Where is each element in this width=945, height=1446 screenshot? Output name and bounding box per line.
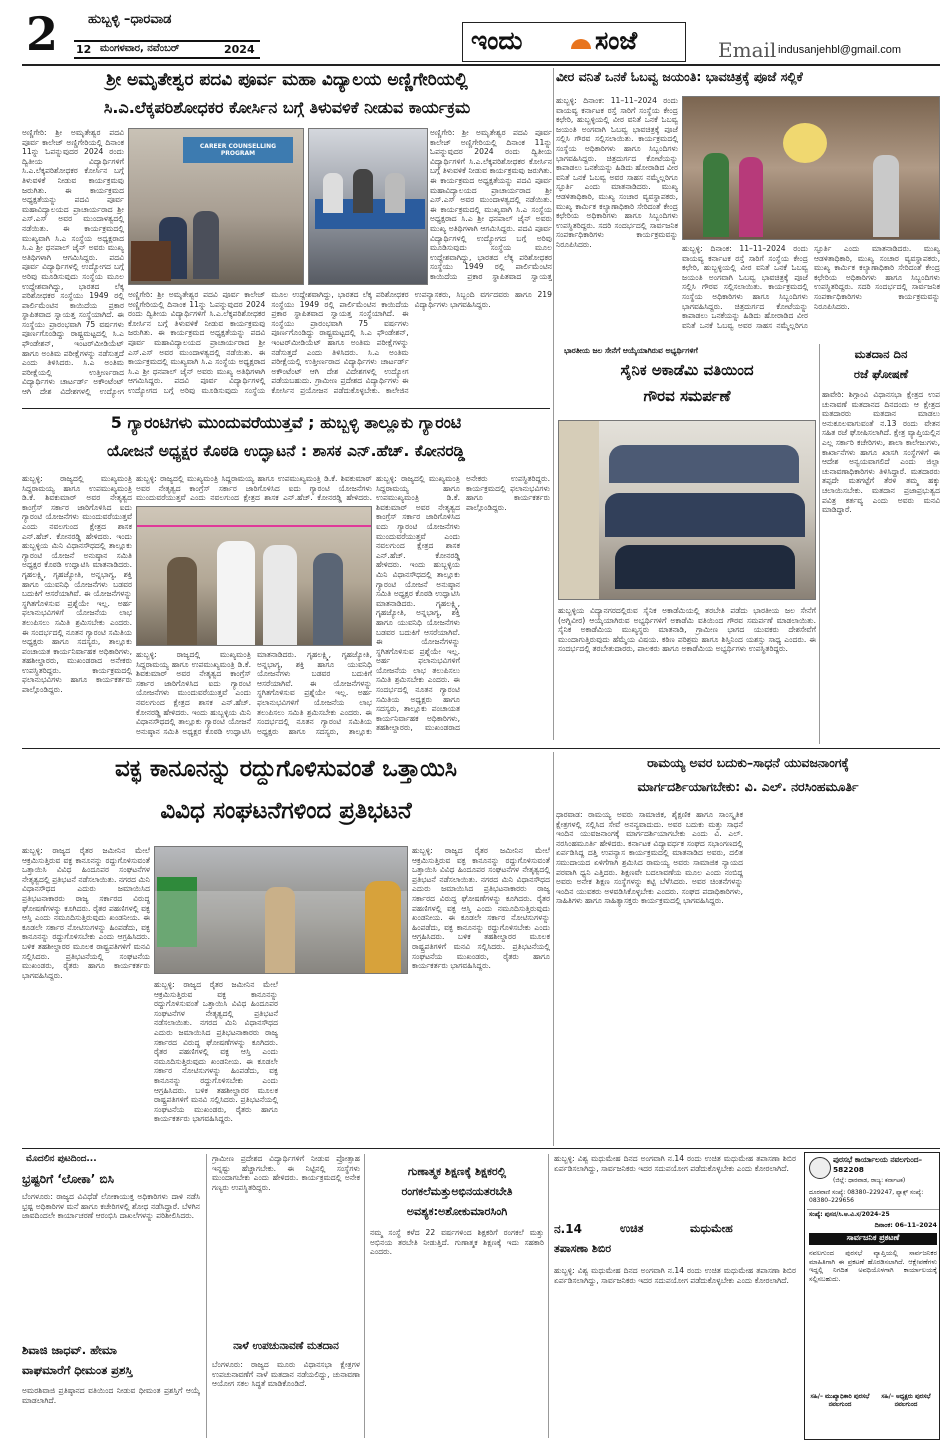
bottom-divider-3: [548, 1154, 549, 1438]
story-ramayya-lecture: [556, 752, 940, 1146]
story1-photo: [128, 128, 304, 285]
story4-kicker: ಭಾರತೀಯ ಜಲ ಸೇನೆಗೆ ಆಯ್ಕೆಯಾಗಿರುವ ಅಭ್ಯರ್ಥಿಗಳಿಗೆ: [564, 346, 698, 355]
bypoll-body: ಬೆಂಗಳೂರು: ರಾಜ್ಯದ ಮೂರು ವಿಧಾನಸಭಾ ಕ್ಷೇತ್ರಗಳ ಉಪಚುನಾವಣೆಗೆ ನಾಳೆ ಮತದಾನ ನಡೆಯಲಿದ್ದು, ಚುನಾವಣಾ ಆಯೋಗ ಸಕಲ ಸಿದ್ಧತೆ ಮಾಡಿಕೊಂಡಿದೆ.: [212, 1360, 360, 1389]
story1-body-right: ಅಣ್ಣಿಗೇರಿ: ಶ್ರೀ ಅಮೃತೇಶ್ವರ ಪದವಿ ಪೂರ್ವ ಕಾಲೇಜ್ ಅಣ್ಣಿಗೇರಿಯಲ್ಲಿ ದಿನಾಂಕ 11ನ್ನು ಓಪನ್ನುವುದರ 2024 ರಂದು ದ್ವಿತೀಯ ವಿದ್ಯಾರ್ಥಿಗಳಿಗೆ ಸಿ.ಎ.ಲೆಕ್ಕಪರಿಶೋಧಕರ ಕೋರ್ಸಿನ ಬಗ್ಗೆ ತಿಳುವಳಿಕೆ ನೀಡುವ ಕಾರ್ಯಕ್ರಮವು ಜರುಗಿತು. ಈ ಕಾರ್ಯಕ್ರಮದ ಅಧ್ಯಕ್ಷತೆಯನ್ನು ಪದವಿ ಪೂರ್ವ ಮಹಾವಿದ್ಯಾಲಯದ ಪ್ರಾಚಾರ್ಯರಾದ ಶ್ರೀ ಎಸ್.ಎಸ್ ಅವರ ಮುಂದಾಳತ್ವದಲ್ಲಿ ನಡೆಯಿತು. ಈ ಕಾರ್ಯಕ್ರಮದಲ್ಲಿ ಮುಖ್ಯವಾಗಿ ಸಿ.ಎ ಸಂಸ್ಥೆಯ ಅಧ್ಯಕ್ಷರಾದ ಸಿ.ಎ ಶ್ರೀ ಧನಪಾಲ್ ಜೈನ್ ಅವರು ಮುಖ್ಯ ಅತಿಥಿಗಳಾಗಿ ಆಗಮಿಸಿದ್ದರು. ಪದವಿ ಪೂರ್ವ ವಿದ್ಯಾರ್ಥಿಗಳಲ್ಲಿ ಉದ್ಯೋಗದ ಬಗ್ಗೆ ಅರಿವು ಮೂಡಿಸುವುದು ಸಂಸ್ಥೆಯ ಮೂಲ ಉದ್ದೇಶವಾಗಿದ್ದು, ಭಾರತದ ಲೆಕ್ಕ ಪರಿಶೋಧಕರ ಸಂಸ್ಥೆಯು 1949 ರಲ್ಲಿ ಪಾರ್ಲಿಮೆಂಟಿನ ಕಾಯಿದೆಯ ಪ್ರಕಾರ ಸ್ಥಾಪಿತವಾದ ಸ್ವಾಯತ್ತ: [430, 128, 552, 281]
story2-photo: [682, 96, 940, 240]
story1-photo-banner: CAREER COUNSELLING PROGRAM: [183, 137, 293, 163]
story3-headline-line1: 5 ಗ್ಯಾರಂಟಿಗಳು ಮುಂದುವರೆಯುತ್ತವೆ ; ಹುಬ್ಬಳ್ಳಿ ತಾಲ್ಲೂಕು ಗ್ಯಾರಂಟಿ: [110, 414, 462, 432]
notice-ref: ಸಂಖ್ಯೆ: ಪುಸನ/ಸಿ.ಆ.ವಿ.ಸ/2024–25: [809, 1211, 890, 1218]
story4-body: ಹುಬ್ಬಳ್ಳಿಯ ವಿದ್ಯಾನಗರದಲ್ಲಿರುವ ಸೈನಿಕ ಅಕಾಡೆಮಿಯಲ್ಲಿ ತರಬೇತಿ ಪಡೆದು ಭಾರತೀಯ ಜಲ ಸೇನೆಗೆ (ಅಗ್ನಿವೀರ) ಆಯ್ಕೆಯಾಗಿರುವ ಅಭ್ಯರ್ಥಿಗಳಿಗೆ ಅಕಾಡೆಮಿ ವತಿಯಿಂದ ಗೌರವ ಸಮರ್ಪಣೆ ಮಾಡಲಾಯಿತು. ಸೈನಿಕ ಅಕಾಡೆಮಿಯ ಮುಖ್ಯಸ್ಥರು ಮಾತನಾಡಿ, ಗ್ರಾಮೀಣ ಭಾಗದ ಯುವಕರು ದೇಶಸೇವೆಗೆ ಮುಂದಾಗುತ್ತಿರುವುದು ಹೆಮ್ಮೆಯ ವಿಷಯ. ಕಠಿಣ ಪರಿಶ್ರಮ ಹಾಗೂ ಶಿಸ್ತಿನಿಂದ ಯಶಸ್ಸು ಸಾಧ್ಯ ಎಂದರು. ಈ ಸಂದರ್ಭದಲ್ಲಿ ತರಬೇತುದಾರರು, ಪಾಲಕರು ಹಾಗೂ ಅಕಾಡೆಮಿಯ ಅಭ್ಯರ್ಥಿಗಳು ಉಪಸ್ಥಿತರಿದ್ದರು.: [558, 606, 816, 654]
story3-headline-line2: ಯೋಜನೆ ಅಧ್ಯಕ್ಷರ ಕೊಠಡಿ ಉದ್ಘಾಟನೆ : ಶಾಸಕ ಎನ್.ಹೆಚ್. ಕೋನರಡ್ಡಿ: [106, 442, 466, 460]
theatre-body: ನಮ್ಮ ಸಂಸ್ಥೆ ಕಳೆದ 22 ವರ್ಷಗಳಿಂದ ಶಿಕ್ಷಕರಿಗೆ ರಂಗಕಲೆ ಮತ್ತು ಅಭಿನಯ ತರಬೇತಿ ನೀಡುತ್ತಿದೆ. ಗುಣಾತ್ಮಕ ಶಿಕ್ಷಣಕ್ಕೆ ಇದು ಸಹಕಾರಿ ಎಂದರು.: [370, 1228, 544, 1257]
notice-date: ದಿನಾಂಕ: 06–11–2024: [874, 1221, 937, 1229]
story7-headline-line2: ಮಾರ್ಗದರ್ಶಿಯಾಗಬೇಕು: ವಿ. ಎಲ್. ನರಸಿಂಹಮೂರ್ತಿ: [637, 780, 859, 794]
lokayukta-body: ಬೆಂಗಳೂರು: ರಾಜ್ಯದ ವಿವಿಧೆಡೆ ಲೋಕಾಯುಕ್ತ ಅಧಿಕಾರಿಗಳು ದಾಳಿ ನಡೆಸಿ ಭ್ರಷ್ಟ ಅಧಿಕಾರಿಗಳ ಮನೆ ಹಾಗೂ ಕಚೇರಿಗಳಲ್ಲಿ ಶೋಧ ನಡೆಸಿದ್ದಾರೆ. ಬೆಳಗಿನ ಜಾವದಿಂದಲೇ ಕಾರ್ಯಾಚರಣೆ ಆರಂಭಿಸಿ ದಾಖಲೆಗಳನ್ನು ಪರಿಶೀಲಿಸಿದರು.: [22, 1192, 200, 1221]
story6-photo: [154, 846, 408, 974]
story-sainik-academy: [556, 344, 818, 744]
story1-headline-line1: ಶ್ರೀ ಅಮೃತೇಶ್ವರ ಪದವಿ ಪೂರ್ವ ಮಹಾ ವಿದ್ಯಾಲಯ ಅಣ್ಣಿಗೇರಿಯಲ್ಲಿ: [106, 70, 468, 90]
story5-body: ಹಾವೇರಿ: ಶಿಗ್ಗಾಂವಿ ವಿಧಾನಸಭಾ ಕ್ಷೇತ್ರದ ಉಪ ಚುನಾವಣೆ ಮತದಾನದ ದಿನದಂದು ಆ ಕ್ಷೇತ್ರದ ಮತದಾರರು ಮತದಾನ ಮಾಡಲು ಅನುಕೂಲವಾಗುವಂತೆ ನ.13 ರಂದು ವೇತನ ಸಹಿತ ರಜೆ ಘೋಷಿಸಲಾಗಿದೆ. ಕ್ಷೇತ್ರ ವ್ಯಾಪ್ತಿಯಲ್ಲಿನ ಎಲ್ಲ ಸರ್ಕಾರಿ ಕಚೇರಿಗಳು, ಶಾಲಾ ಕಾಲೇಜುಗಳು, ಕಾರ್ಖಾನೆಗಳು ಹಾಗೂ ಖಾಸಗಿ ಸಂಸ್ಥೆಗಳಿಗೆ ಈ ಆದೇಶ ಅನ್ವಯವಾಗಲಿದೆ ಎಂದು ಜಿಲ್ಲಾ ಚುನಾವಣಾಧಿಕಾರಿಗಳು ತಿಳಿಸಿದ್ದಾರೆ. ಮತದಾರರು ತಪ್ಪದೇ ಮತಗಟ್ಟೆಗೆ ತೆರಳಿ ತಮ್ಮ ಹಕ್ಕು ಚಲಾಯಿಸಬೇಕು. ಮತದಾನ ಪ್ರಜಾಪ್ರಭುತ್ವದ ಪವಿತ್ರ ಕರ್ತವ್ಯ ಎಂದು ಅವರು ಮನವಿ ಮಾಡಿದ್ದಾರೆ.: [822, 390, 940, 515]
logo-text-right: ಸಂಜೆ: [595, 26, 638, 55]
column-divider-right: [819, 344, 820, 744]
date-number: 12: [76, 43, 92, 56]
column-divider-top: [553, 68, 554, 740]
email-block: [706, 38, 940, 60]
email-address[interactable]: indusanjehbl@gmail.com: [778, 44, 902, 56]
story4-headline-line1: ಸೈನಿಕ ಅಕಾಡೆಮಿ ವತಿಯಿಂದ: [620, 362, 754, 379]
story7-headline-line1: ರಾಮಯ್ಯ ಅವರ ಬದುಕು–ಸಾಧನೆ ಯುವಜನಾಂಗಕ್ಕೆ: [647, 756, 849, 770]
logo-text-left: ಇಂದು: [471, 26, 523, 55]
story6-body-left: ಹುಬ್ಬಳ್ಳಿ: ರಾಜ್ಯದ ರೈತರ ಜಮೀನಿನ ಮೇಲೆ ಆಕ್ರಮಿಸುತ್ತಿರುವ ವಕ್ಫ ಕಾನೂನನ್ನು ರದ್ದುಗೊಳಿಸುವಂತೆ ಒತ್ತಾಯಿಸಿ ವಿವಿಧ ಹಿಂದೂಪರ ಸಂಘಟನೆಗಳ ನೇತೃತ್ವದಲ್ಲಿ ಪ್ರತಿಭಟನೆ ನಡೆಸಲಾಯಿತು. ನಗರದ ಮಿನಿ ವಿಧಾನಸೌಧದ ಎದುರು ಜಮಾಯಿಸಿದ ಪ್ರತಿಭಟನಾಕಾರರು ರಾಜ್ಯ ಸರ್ಕಾರದ ವಿರುದ್ಧ ಘೋಷಣೆಗಳನ್ನು ಕೂಗಿದರು. ರೈತರ ಪಹಣಿಗಳಲ್ಲಿ ವಕ್ಫ ಆಸ್ತಿ ಎಂದು ನಮೂದಿಸುತ್ತಿರುವುದು ಖಂಡನೀಯ. ಈ ಕೂಡಲೇ ಸರ್ಕಾರ ನೋಟಿಸುಗಳನ್ನು ಹಿಂಪಡೆದು, ವಕ್ಫ ಕಾನೂನನ್ನು ರದ್ದುಗೊಳಿಸಬೇಕು ಎಂದು ಆಗ್ರಹಿಸಿದರು. ಬಳಿಕ ತಹಶೀಲ್ದಾರರ ಮೂಲಕ ರಾಷ್ಟ್ರಪತಿಗಳಿಗೆ ಮನವಿ ಸಲ್ಲಿಸಿದರು. ಪ್ರತಿಭಟನೆಯಲ್ಲಿ ಸಂಘಟನೆಯ ಮುಖಂಡರು, ರೈತರು ಹಾಗೂ ಕಾರ್ಯಕರ್ತರು ಭಾಗವಹಿಸಿದ್ದರು.: [22, 846, 150, 980]
story-obavva-jayanti: [556, 68, 940, 340]
story2-headline: ವೀರ ವನಿತೆ ಒನಕೆ ಓಬವ್ವ ಜಯಂತಿ: ಭಾವಚಿತ್ರಕ್ಕೆ ಪೂಜೆ ಸಲ್ಲಿಕೆ: [556, 70, 803, 84]
award-headline-line1: ಶಿವಾಜಿ ಜಾಧವ್. ಹೇಮಾ: [22, 1344, 117, 1357]
story3-body-mid-top: ಹುಬ್ಬಳ್ಳಿ: ರಾಜ್ಯದಲ್ಲಿ ಮುಖ್ಯಮಂತ್ರಿ ಸಿದ್ದರಾಮಯ್ಯ ಹಾಗೂ ಉಪಮುಖ್ಯಮಂತ್ರಿ ಡಿ.ಕೆ. ಶಿವಕುಮಾರ್ ಅವರ ನೇತೃತ್ವದ ಕಾಂಗ್ರೆಸ್ ಸರ್ಕಾರ ಜಾರಿಗೊಳಿಸಿದ ಐದು ಗ್ಯಾರಂಟಿ ಯೋಜನೆಗಳು ಮುಂದುವರೆಯುತ್ತವೆ ಎಂದು ನವಲಗುಂದ ಕ್ಷೇತ್ರದ ಶಾಸಕ ಎನ್.ಹೆಚ್. ಕೋನರಡ್ಡಿ ಹೇಳಿದರು.: [136, 474, 372, 503]
notice-sign-left: ಸಹಿ/– ಮುಖ್ಯಾಧಿಕಾರಿ ಪುರಸಭೆ ನವಲಗುಂದ: [810, 1393, 870, 1408]
theatre-headline-line1: ಗುಣಾತ್ಮಕ ಶಿಕ್ಷಣಕ್ಕೆ ಶಿಕ್ಷಕರಲ್ಲಿ: [407, 1166, 507, 1178]
notice-subtitle: (ಜಿಲ್ಲೆ: ಧಾರವಾಡ, ರಾಜ್ಯ: ಕರ್ನಾಟಕ): [833, 1177, 906, 1184]
award-headline-line2: ವಾಘಮಾರೆಗೆ ಧೀಮಂತ ಪ್ರಶಸ್ತಿ: [22, 1364, 133, 1377]
story1-photo-2: [308, 128, 428, 285]
story7-body: ಧಾರವಾಡ: ರಾಮಯ್ಯ ಅವರು ಸಾಮಾಜಿಕ, ಶೈಕ್ಷಣಿಕ ಹಾಗೂ ಸಾಂಸ್ಕೃತಿಕ ಕ್ಷೇತ್ರಗಳಲ್ಲಿ ಸಲ್ಲಿಸಿದ ಸೇವೆ ಅನನ್ಯವಾದುದು. ಅವರ ಬದುಕು ಮತ್ತು ಸಾಧನೆ ಇಂದಿನ ಯುವಜನಾಂಗಕ್ಕೆ ಮಾರ್ಗದರ್ಶಿಯಾಗಬೇಕು ಎಂದು ವಿ. ಎಲ್. ನರಸಿಂಹಮೂರ್ತಿ ಹೇಳಿದರು. ಕರ್ನಾಟಕ ವಿದ್ಯಾವರ್ಧಕ ಸಂಘದ ಸಭಾಂಗಣದಲ್ಲಿ ಏರ್ಪಡಿಸಿದ್ದ ದತ್ತಿ ಉಪನ್ಯಾಸ ಕಾರ್ಯಕ್ರಮದಲ್ಲಿ ಮಾತನಾಡಿದ ಅವರು, ದಲಿತ ಸಮುದಾಯದ ಏಳಿಗೆಗಾಗಿ ಶ್ರಮಿಸಿದ ರಾಮಯ್ಯ ಅವರು ಸಾಮಾಜಿಕ ನ್ಯಾಯದ ಪರವಾಗಿ ಧ್ವನಿ ಎತ್ತಿದರು. ಶಿಕ್ಷಣವೇ ಬದಲಾವಣೆಯ ಮೂಲ ಎಂದು ನಂಬಿದ್ದ ಅವರು ಅನೇಕ ಶಿಕ್ಷಣ ಸಂಸ್ಥೆಗಳನ್ನು ಕಟ್ಟಿ ಬೆಳೆಸಿದರು. ಅವರ ಚಿಂತನೆಗಳನ್ನು ಇಂದಿನ ಯುವಕರು ಅಳವಡಿಸಿಕೊಳ್ಳಬೇಕು ಎಂದರು. ಸಂಘದ ಪದಾಧಿಕಾರಿಗಳು, ಸಾಹಿತಿಗಳು ಹಾಗೂ ಸಾಹಿತ್ಯಾಸಕ್ತರು ಕಾರ್ಯಕ್ರಮದಲ್ಲಿ ಭಾಗವಹಿಸಿದ್ದರು.: [556, 810, 743, 906]
sun-icon: [569, 35, 593, 49]
story5-headline-line2: ರಜೆ ಘೋಷಣೆ: [853, 368, 909, 381]
diabetes-date: ನ.14: [554, 1222, 582, 1236]
story5-headline-line1: ಮತದಾನ ದಿನ: [854, 348, 908, 361]
bottom-continuations: [22, 1150, 800, 1440]
theatre-headline-line3: ಅವಶ್ಯಕ:ಅಶೋಕುಮಾರಸಿಂಗಿ: [406, 1206, 508, 1218]
masthead: [0, 0, 945, 66]
story-annigeri-ca-program: [22, 68, 552, 404]
story2-body-right: ಹುಬ್ಬಳ್ಳಿ: ದಿನಾಂಕ: 11–11–2024 ರಂದು ವಾಯವ್ಯ ಕರ್ನಾಟಕ ರಸ್ತೆ ಸಾರಿಗೆ ಸಂಸ್ಥೆಯ ಕೇಂದ್ರ ಕಛೇರಿ, ಹುಬ್ಬಳ್ಳಿಯಲ್ಲಿ ವೀರ ವನಿತೆ ಒನಕೆ ಓಬವ್ವ ಜಯಂತಿ ಅಂಗವಾಗಿ ಓಬವ್ವ ಭಾವಚಿತ್ರಕ್ಕೆ ಪೂಜೆ ಸಲ್ಲಿಸಿ ಗೌರವ ಸಲ್ಲಿಸಲಾಯಿತು. ಕಾರ್ಯಕ್ರಮದಲ್ಲಿ ಸಂಸ್ಥೆಯ ಅಧಿಕಾರಿಗಳು ಹಾಗೂ ಸಿಬ್ಬಂದಿಗಳು ಭಾಗವಹಿಸಿದ್ದರು. ಚಿತ್ರದುರ್ಗದ ಕೋಟೆಯನ್ನು ಕಾಪಾಡಲು ಒನಕೆಯನ್ನು ಹಿಡಿದು ಹೋರಾಡಿದ ವೀರ ವನಿತೆ ಒನಕೆ ಓಬವ್ವ ಅವರ ಸಾಹಸ ನಮ್ಮೆಲ್ಲರಿಗೂ ಸ್ಫೂರ್ತಿ ಎಂದು ಮಾತನಾಡಿದರು. ಮುಖ್ಯ ಆಡಳಿತಾಧಿಕಾರಿ, ಮುಖ್ಯ ಸಂಚಾರ ವ್ಯವಸ್ಥಾಪಕರು, ಮುಖ್ಯ ಕಾರ್ಮಿಕ ಕಲ್ಯಾಣಾಧಿಕಾರಿ ಸೇರಿದಂತೆ ಕೇಂದ್ರ ಕಛೇರಿಯ ಅಧಿಕಾರಿಗಳು ಹಾಗೂ ಸಿಬ್ಬಂದಿಗಳು ಉಪಸ್ಥಿತರಿದ್ದರು. ಸದರಿ ಸಂದರ್ಭದಲ್ಲಿ ಸಾರ್ವಜನಿಕ ಸಂಪರ್ಕಾಧಿಕಾರಿಗಳು ಕಾರ್ಯಕ್ರಮವನ್ನು ನಿರೂಪಿಸಿದರು.: [682, 244, 940, 330]
column-divider-lower: [553, 752, 554, 1146]
theatre-headline-line2: ರಂಗಕಲೆಮತ್ತುಅಭಿನಯತರಬೇತಿ: [401, 1186, 513, 1198]
story1-body-left: ಅಣ್ಣಿಗೇರಿ: ಶ್ರೀ ಅಮೃತೇಶ್ವರ ಪದವಿ ಪೂರ್ವ ಕಾಲೇಜ್ ಅಣ್ಣಿಗೇರಿಯಲ್ಲಿ ದಿನಾಂಕ 11ನ್ನು ಓಪನ್ನುವುದರ 2024 ರಂದು ದ್ವಿತೀಯ ವಿದ್ಯಾರ್ಥಿಗಳಿಗೆ ಸಿ.ಎ.ಲೆಕ್ಕಪರಿಶೋಧಕರ ಕೋರ್ಸಿನ ಬಗ್ಗೆ ತಿಳುವಳಿಕೆ ನೀಡುವ ಕಾರ್ಯಕ್ರಮವು ಜರುಗಿತು. ಈ ಕಾರ್ಯಕ್ರಮದ ಅಧ್ಯಕ್ಷತೆಯನ್ನು ಪದವಿ ಪೂರ್ವ ಮಹಾವಿದ್ಯಾಲಯದ ಪ್ರಾಚಾರ್ಯರಾದ ಶ್ರೀ ಎಸ್.ಎಸ್ ಅವರ ಮುಂದಾಳತ್ವದಲ್ಲಿ ನಡೆಯಿತು. ಈ ಕಾರ್ಯಕ್ರಮದಲ್ಲಿ ಮುಖ್ಯವಾಗಿ ಸಿ.ಎ ಸಂಸ್ಥೆಯ ಅಧ್ಯಕ್ಷರಾದ ಸಿ.ಎ ಶ್ರೀ ಧನಪಾಲ್ ಜೈನ್ ಅವರು ಮುಖ್ಯ ಅತಿಥಿಗಳಾಗಿ ಆಗಮಿಸಿದ್ದರು. ಪದವಿ ಪೂರ್ವ ವಿದ್ಯಾರ್ಥಿಗಳಲ್ಲಿ ಉದ್ಯೋಗದ ಬಗ್ಗೆ ಅರಿವು ಮೂಡಿಸುವುದು ಸಂಸ್ಥೆಯ ಮೂಲ ಉದ್ದೇಶವಾಗಿದ್ದು, ಭಾರತದ ಲೆಕ್ಕ ಪರಿಶೋಧಕರ ಸಂಸ್ಥೆಯು 1949 ರಲ್ಲಿ ಪಾರ್ಲಿಮೆಂಟಿನ ಕಾಯಿದೆಯ ಪ್ರಕಾರ ಸ್ಥಾಪಿತವಾದ ಸ್ವಾಯತ್ತ ಸಂಸ್ಥೆಯಾಗಿದೆ. ಈ ಸಂಸ್ಥೆಯು ಪ್ರಾರಂಭವಾಗಿ 75 ವರ್ಷಗಳು ಪೂರ್ಣಗೊಂಡಿದ್ದು ರಾಷ್ಟ್ರಮಟ್ಟದಲ್ಲಿ ಸಿ.ಎ ಫೌಂಡೇಶನ್, ಇಂಟರ್‌ಮೀಡಿಯೆಟ್ ಹಾಗೂ ಅಂತಿಮ ಪರೀಕ್ಷೆಗಳನ್ನು ನಡೆಸುತ್ತದೆ ಎಂದು ತಿಳಿಸಿದರು. ಸಿ.ಎ ಅಂತಿಮ ಪರೀಕ್ಷೆಯಲ್ಲಿ ಉತ್ತೀರ್ಣರಾದ ವಿದ್ಯಾರ್ಥಿಗಳು ಚಾರ್ಟರ್ಡ್ ಅಕೌಂಟೆಂಟ್ ಆಗಿ ದೇಶ ವಿದೇಶಗಳಲ್ಲಿ ಉದ್ಯೋಗ: [22, 128, 124, 397]
date-bar: [74, 40, 260, 59]
story6-body-mid: ಹುಬ್ಬಳ್ಳಿ: ರಾಜ್ಯದ ರೈತರ ಜಮೀನಿನ ಮೇಲೆ ಆಕ್ರಮಿಸುತ್ತಿರುವ ವಕ್ಫ ಕಾನೂನನ್ನು ರದ್ದುಗೊಳಿಸುವಂತೆ ಒತ್ತಾಯಿಸಿ ವಿವಿಧ ಹಿಂದೂಪರ ಸಂಘಟನೆಗಳ ನೇತೃತ್ವದಲ್ಲಿ ಪ್ರತಿಭಟನೆ ನಡೆಸಲಾಯಿತು. ನಗರದ ಮಿನಿ ವಿಧಾನಸೌಧದ ಎದುರು ಜಮಾಯಿಸಿದ ಪ್ರತಿಭಟನಾಕಾರರು ರಾಜ್ಯ ಸರ್ಕಾರದ ವಿರುದ್ಧ ಘೋಷಣೆಗಳನ್ನು ಕೂಗಿದರು. ರೈತರ ಪಹಣಿಗಳಲ್ಲಿ ವಕ್ಫ ಆಸ್ತಿ ಎಂದು ನಮೂದಿಸುತ್ತಿರುವುದು ಖಂಡನೀಯ. ಈ ಕೂಡಲೇ ಸರ್ಕಾರ ನೋಟಿಸುಗಳನ್ನು ಹಿಂಪಡೆದು, ವಕ್ಫ ಕಾನೂನನ್ನು ರದ್ದುಗೊಳಿಸಬೇಕು ಎಂದು ಆಗ್ರಹಿಸಿದರು. ಬಳಿಕ ತಹಶೀಲ್ದಾರರ ಮೂಲಕ ರಾಷ್ಟ್ರಪತಿಗಳಿಗೆ ಮನವಿ ಸಲ್ಲಿಸಿದರು. ಪ್ರತಿಭಟನೆಯಲ್ಲಿ ಸಂಘಟನೆಯ ಮುಖಂಡರು, ರೈತರು ಹಾಗೂ ಕಾರ್ಯಕರ್ತರು ಭಾಗವಹಿಸಿದ್ದರು.: [154, 980, 278, 1124]
continued-kicker: ಮೊದಲಿನ ಪುಟದಿಂದ...: [26, 1154, 97, 1164]
story4-photo: [558, 420, 816, 600]
diabetes-intro: ಹುಬ್ಬಳ್ಳಿ: ವಿಶ್ವ ಮಧುಮೇಹ ದಿನದ ಅಂಗವಾಗಿ ನ.14 ರಂದು ಉಚಿತ ಮಧುಮೇಹ ತಪಾಸಣಾ ಶಿಬಿರ ಏರ್ಪಡಿಸಲಾಗಿದ್ದು, ಸಾರ್ವಜನಿಕರು ಇದರ ಸದುಪಯೋಗ ಪಡೆದುಕೊಳ್ಳಬೇಕು ಎಂದು ಕೋರಲಾಗಿದೆ.: [554, 1154, 796, 1173]
masthead-rule: [22, 64, 940, 66]
bypoll-headline: ನಾಳೆ ಉಪಚುನಾವಣೆ ಮತದಾನ: [233, 1340, 339, 1352]
notice-title: ಸಾರ್ವಜನಿಕ ಪ್ರಕಟಣೆ: [809, 1233, 937, 1245]
notice-sign-right: ಸಹಿ/– ಅಧ್ಯಕ್ಷರು ಪುರಸಭೆ ನವಲಗುಂದ: [881, 1393, 931, 1408]
story3-body-mid-bottom: ಹುಬ್ಬಳ್ಳಿ: ರಾಜ್ಯದಲ್ಲಿ ಮುಖ್ಯಮಂತ್ರಿ ಸಿದ್ದರಾಮಯ್ಯ ಹಾಗೂ ಉಪಮುಖ್ಯಮಂತ್ರಿ ಡಿ.ಕೆ. ಶಿವಕುಮಾರ್ ಅವರ ನೇತೃತ್ವದ ಕಾಂಗ್ರೆಸ್ ಸರ್ಕಾರ ಜಾರಿಗೊಳಿಸಿದ ಐದು ಗ್ಯಾರಂಟಿ ಯೋಜನೆಗಳು ಮುಂದುವರೆಯುತ್ತವೆ ಎಂದು ನವಲಗುಂದ ಕ್ಷೇತ್ರದ ಶಾಸಕ ಎನ್.ಹೆಚ್. ಕೋನರಡ್ಡಿ ಹೇಳಿದರು. ಇಂದು ಹುಬ್ಬಳ್ಳಿಯ ಮಿನಿ ವಿಧಾನಸೌಧದಲ್ಲಿ ತಾಲ್ಲೂಕು ಗ್ಯಾರಂಟಿ ಯೋಜನೆ ಅನುಷ್ಠಾನ ಸಮಿತಿ ಅಧ್ಯಕ್ಷರ ಕೊಠಡಿ ಉದ್ಘಾಟಿಸಿ ಮಾತನಾಡಿದರು. ಗೃಹಲಕ್ಷ್ಮಿ, ಗೃಹಜ್ಯೋತಿ, ಅನ್ನಭಾಗ್ಯ, ಶಕ್ತಿ ಹಾಗೂ ಯುವನಿಧಿ ಯೋಜನೆಗಳು ಬಡವರ ಬದುಕಿಗೆ ಆಸರೆಯಾಗಿವೆ. ಈ ಯೋಜನೆಗಳನ್ನು ಸ್ಥಗಿತಗೊಳಿಸುವ ಪ್ರಶ್ನೆಯೇ ಇಲ್ಲ. ಅರ್ಹ ಫಲಾನುಭವಿಗಳಿಗೆ ಯೋಜನೆಯ ಲಾಭ ತಲುಪಿಸಲು ಸಮಿತಿ ಶ್ರಮಿಸಬೇಕು ಎಂದರು. ಈ ಸಂದರ್ಭದಲ್ಲಿ ನೂತನ ಗ್ಯಾರಂಟಿ ಸಮಿತಿಯ ಅಧ್ಯಕ್ಷರು ಹಾಗೂ ಸದಸ್ಯರು, ತಾಲ್ಲೂಕು: [136, 650, 372, 736]
section-rule-bottom: [22, 1148, 940, 1149]
masthead-logo: [462, 22, 686, 62]
section-rule-middle: [22, 748, 940, 749]
story6-headline-line2: ವಿವಿಧ ಸಂಘಟನೆಗಳಿಂದ ಪ್ರತಿಭಟನೆ: [160, 798, 412, 824]
notice-rule-1: [807, 1209, 939, 1210]
edition-location: ಹುಬ್ಬಳ್ಳಿ –ಧಾರವಾಡ: [88, 12, 172, 27]
story6-body-right: ಹುಬ್ಬಳ್ಳಿ: ರಾಜ್ಯದ ರೈತರ ಜಮೀನಿನ ಮೇಲೆ ಆಕ್ರಮಿಸುತ್ತಿರುವ ವಕ್ಫ ಕಾನೂನನ್ನು ರದ್ದುಗೊಳಿಸುವಂತೆ ಒತ್ತಾಯಿಸಿ ವಿವಿಧ ಹಿಂದೂಪರ ಸಂಘಟನೆಗಳ ನೇತೃತ್ವದಲ್ಲಿ ಪ್ರತಿಭಟನೆ ನಡೆಸಲಾಯಿತು. ನಗರದ ಮಿನಿ ವಿಧಾನಸೌಧದ ಎದುರು ಜಮಾಯಿಸಿದ ಪ್ರತಿಭಟನಾಕಾರರು ರಾಜ್ಯ ಸರ್ಕಾರದ ವಿರುದ್ಧ ಘೋಷಣೆಗಳನ್ನು ಕೂಗಿದರು. ರೈತರ ಪಹಣಿಗಳಲ್ಲಿ ವಕ್ಫ ಆಸ್ತಿ ಎಂದು ನಮೂದಿಸುತ್ತಿರುವುದು ಖಂಡನೀಯ. ಈ ಕೂಡಲೇ ಸರ್ಕಾರ ನೋಟಿಸುಗಳನ್ನು ಹಿಂಪಡೆದು, ವಕ್ಫ ಕಾನೂನನ್ನು ರದ್ದುಗೊಳಿಸಬೇಕು ಎಂದು ಆಗ್ರಹಿಸಿದರು. ಬಳಿಕ ತಹಶೀಲ್ದಾರರ ಮೂಲಕ ರಾಷ್ಟ್ರಪತಿಗಳಿಗೆ ಮನವಿ ಸಲ್ಲಿಸಿದರು. ಪ್ರತಿಭಟನೆಯಲ್ಲಿ ಸಂಘಟನೆಯ ಮುಖಂಡರು, ರೈತರು ಹಾಗೂ ಕಾರ್ಯಕರ್ತರು ಭಾಗವಹಿಸಿದ್ದರು.: [412, 846, 550, 971]
bottom-divider-1: [206, 1154, 207, 1438]
story-polling-holiday: [822, 344, 940, 744]
page-number: 2: [26, 7, 59, 61]
story6-headline-line1: ವಕ್ಫ ಕಾನೂನನ್ನು ರದ್ದುಗೊಳಿಸುವಂತೆ ಒತ್ತಾಯಿಸಿ: [114, 756, 458, 782]
story1-headline-line2: ಸಿ.ಎ.ಲೆಕ್ಕಪರಿಶೋಧಕರ ಕೋರ್ಸಿನ ಬಗ್ಗೆ ತಿಳುವಳಿಕೆ ನೀಡುವ ಕಾರ್ಯಕ್ರಮ: [103, 99, 471, 117]
date-text: ಮಂಗಳವಾರ, ನವೆಂಬರ್: [100, 43, 180, 54]
diabetes-camp: ತಪಾಸಣಾ ಶಿಬಿರ: [554, 1242, 612, 1255]
story-waqf-protest: [22, 752, 550, 1146]
diabetes-body: ಹುಬ್ಬಳ್ಳಿ: ವಿಶ್ವ ಮಧುಮೇಹ ದಿನದ ಅಂಗವಾಗಿ ನ.14 ರಂದು ಉಚಿತ ಮಧುಮೇಹ ತಪಾಸಣಾ ಶಿಬಿರ ಏರ್ಪಡಿಸಲಾಗಿದ್ದು, ಸಾರ್ವಜನಿಕರು ಇದರ ಸದುಪಯೋಗ ಪಡೆದುಕೊಳ್ಳಬೇಕು ಎಂದು ಕೋರಲಾಗಿದೆ.: [554, 1266, 796, 1285]
email-label: Email: [718, 38, 777, 60]
bottom-divider-2: [364, 1154, 365, 1438]
notice-office: ಪುರಸಭೆ ಕಾರ್ಯಾಲಯ ನವಲಗುಂದ–582208: [833, 1155, 923, 1174]
public-notice: [804, 1152, 940, 1440]
story2-body-left: ಹುಬ್ಬಳ್ಳಿ: ದಿನಾಂಕ: 11–11–2024 ರಂದು ವಾಯವ್ಯ ಕರ್ನಾಟಕ ರಸ್ತೆ ಸಾರಿಗೆ ಸಂಸ್ಥೆಯ ಕೇಂದ್ರ ಕಛೇರಿ, ಹುಬ್ಬಳ್ಳಿಯಲ್ಲಿ ವೀರ ವನಿತೆ ಒನಕೆ ಓಬವ್ವ ಜಯಂತಿ ಅಂಗವಾಗಿ ಓಬವ್ವ ಭಾವಚಿತ್ರಕ್ಕೆ ಪೂಜೆ ಸಲ್ಲಿಸಿ ಗೌರವ ಸಲ್ಲಿಸಲಾಯಿತು. ಕಾರ್ಯಕ್ರಮದಲ್ಲಿ ಸಂಸ್ಥೆಯ ಅಧಿಕಾರಿಗಳು ಹಾಗೂ ಸಿಬ್ಬಂದಿಗಳು ಭಾಗವಹಿಸಿದ್ದರು. ಚಿತ್ರದುರ್ಗದ ಕೋಟೆಯನ್ನು ಕಾಪಾಡಲು ಒನಕೆಯನ್ನು ಹಿಡಿದು ಹೋರಾಡಿದ ವೀರ ವನಿತೆ ಒನಕೆ ಓಬವ್ವ ಅವರ ಸಾಹಸ ನಮ್ಮೆಲ್ಲರಿಗೂ ಸ್ಫೂರ್ತಿ ಎಂದು ಮಾತನಾಡಿದರು. ಮುಖ್ಯ ಆಡಳಿತಾಧಿಕಾರಿ, ಮುಖ್ಯ ಸಂಚಾರ ವ್ಯವಸ್ಥಾಪಕರು, ಮುಖ್ಯ ಕಾರ್ಮಿಕ ಕಲ್ಯಾಣಾಧಿಕಾರಿ ಸೇರಿದಂತೆ ಕೇಂದ್ರ ಕಛೇರಿಯ ಅಧಿಕಾರಿಗಳು ಹಾಗೂ ಸಿಬ್ಬಂದಿಗಳು ಉಪಸ್ಥಿತರಿದ್ದರು. ಸದರಿ ಸಂದರ್ಭದಲ್ಲಿ ಸಾರ್ವಜನಿಕ ಸಂಪರ್ಕಾಧಿಕಾರಿಗಳು ಕಾರ್ಯಕ್ರಮವನ್ನು ನಿರೂಪಿಸಿದರು.: [556, 96, 678, 249]
story3-top-rule: [22, 408, 550, 409]
award-body: ಅಮರಶಿವಾಜಿ ಪ್ರತಿಷ್ಠಾನದ ವತಿಯಿಂದ ನೀಡುವ ಧೀಮಂತ ಪ್ರಶಸ್ತಿಗೆ ಆಯ್ಕೆ ಮಾಡಲಾಗಿದೆ.: [22, 1386, 200, 1405]
story4-headline-line2: ಗೌರವ ಸಮರ್ಪಣೆ: [643, 388, 731, 405]
notice-phone: ದೂರವಾಣಿ ಸಂಖ್ಯೆ: 08380–229247, ಫ್ಯಾಕ್ಸ್ ಸಂಖ್ಯೆ: 08380–229656: [809, 1189, 924, 1204]
story3-body-right: ಹುಬ್ಬಳ್ಳಿ: ರಾಜ್ಯದಲ್ಲಿ ಮುಖ್ಯಮಂತ್ರಿ ಸಿದ್ದರಾಮಯ್ಯ ಹಾಗೂ ಉಪಮುಖ್ಯಮಂತ್ರಿ ಡಿ.ಕೆ. ಶಿವಕುಮಾರ್ ಅವರ ನೇತೃತ್ವದ ಕಾಂಗ್ರೆಸ್ ಸರ್ಕಾರ ಜಾರಿಗೊಳಿಸಿದ ಐದು ಗ್ಯಾರಂಟಿ ಯೋಜನೆಗಳು ಮುಂದುವರೆಯುತ್ತವೆ ಎಂದು ನವಲಗುಂದ ಕ್ಷೇತ್ರದ ಶಾಸಕ ಎನ್.ಹೆಚ್. ಕೋನರಡ್ಡಿ ಹೇಳಿದರು. ಇಂದು ಹುಬ್ಬಳ್ಳಿಯ ಮಿನಿ ವಿಧಾನಸೌಧದಲ್ಲಿ ತಾಲ್ಲೂಕು ಗ್ಯಾರಂಟಿ ಯೋಜನೆ ಅನುಷ್ಠಾನ ಸಮಿತಿ ಅಧ್ಯಕ್ಷರ ಕೊಠಡಿ ಉದ್ಘಾಟಿಸಿ ಮಾತನಾಡಿದರು. ಗೃಹಲಕ್ಷ್ಮಿ, ಗೃಹಜ್ಯೋತಿ, ಅನ್ನಭಾಗ್ಯ, ಶಕ್ತಿ ಹಾಗೂ ಯುವನಿಧಿ ಯೋಜನೆಗಳು ಬಡವರ ಬದುಕಿಗೆ ಆಸರೆಯಾಗಿವೆ. ಈ ಯೋಜನೆಗಳನ್ನು ಸ್ಥಗಿತಗೊಳಿಸುವ ಪ್ರಶ್ನೆಯೇ ಇಲ್ಲ. ಅರ್ಹ ಫಲಾನುಭವಿಗಳಿಗೆ ಯೋಜನೆಯ ಲಾಭ ತಲುಪಿಸಲು ಸಮಿತಿ ಶ್ರಮಿಸಬೇಕು ಎಂದರು. ಈ ಸಂದರ್ಭದಲ್ಲಿ ನೂತನ ಗ್ಯಾರಂಟಿ ಸಮಿತಿಯ ಅಧ್ಯಕ್ಷರು ಹಾಗೂ ಸದಸ್ಯರು, ತಾಲ್ಲೂಕು ಪಂಚಾಯತ ಕಾರ್ಯನಿರ್ವಾಹಕ ಅಧಿಕಾರಿಗಳು, ತಹಶೀಲ್ದಾರರು, ಮುಖಂಡರಾದ ಅನೇಕರು ಉಪಸ್ಥಿತರಿದ್ದರು. ಕಾರ್ಯಕ್ರಮದಲ್ಲಿ ಫಲಾನುಭವಿಗಳು ಹಾಗೂ ಕಾರ್ಯಕರ್ತರು ಪಾಲ್ಗೊಂಡಿದ್ದರು.: [376, 474, 550, 733]
story-guarantee-office: [22, 408, 550, 744]
date-year: 2024: [224, 43, 255, 56]
diabetes-headline: [554, 1222, 796, 1262]
diabetes-word: ಮಧುಮೇಹ: [690, 1222, 733, 1235]
story3-photo: [136, 506, 372, 646]
continued-body-center: ಗ್ರಾಮೀಣ ಪ್ರದೇಶದ ವಿದ್ಯಾರ್ಥಿಗಳಿಗೆ ನೀಡುವ ಪ್ರೋತ್ಸಾಹ ಇನ್ನಷ್ಟು ಹೆಚ್ಚಾಗಬೇಕು. ಈ ನಿಟ್ಟಿನಲ್ಲಿ ಸಂಸ್ಥೆಗಳು ಮುಂದಾಗಬೇಕು ಎಂದು ಹೇಳಿದರು. ಕಾರ್ಯಕ್ರಮದಲ್ಲಿ ಅನೇಕ ಗಣ್ಯರು ಉಪಸ್ಥಿತರಿದ್ದರು.: [212, 1154, 360, 1192]
diabetes-free: ಉಚಿತ: [620, 1222, 644, 1235]
notice-emblem-icon: [809, 1157, 831, 1179]
story3-body-left: ಹುಬ್ಬಳ್ಳಿ: ರಾಜ್ಯದಲ್ಲಿ ಮುಖ್ಯಮಂತ್ರಿ ಸಿದ್ದರಾಮಯ್ಯ ಹಾಗೂ ಉಪಮುಖ್ಯಮಂತ್ರಿ ಡಿ.ಕೆ. ಶಿವಕುಮಾರ್ ಅವರ ನೇತೃತ್ವದ ಕಾಂಗ್ರೆಸ್ ಸರ್ಕಾರ ಜಾರಿಗೊಳಿಸಿದ ಐದು ಗ್ಯಾರಂಟಿ ಯೋಜನೆಗಳು ಮುಂದುವರೆಯುತ್ತವೆ ಎಂದು ನವಲಗುಂದ ಕ್ಷೇತ್ರದ ಶಾಸಕ ಎನ್.ಹೆಚ್. ಕೋನರಡ್ಡಿ ಹೇಳಿದರು. ಇಂದು ಹುಬ್ಬಳ್ಳಿಯ ಮಿನಿ ವಿಧಾನಸೌಧದಲ್ಲಿ ತಾಲ್ಲೂಕು ಗ್ಯಾರಂಟಿ ಯೋಜನೆ ಅನುಷ್ಠಾನ ಸಮಿತಿ ಅಧ್ಯಕ್ಷರ ಕೊಠಡಿ ಉದ್ಘಾಟಿಸಿ ಮಾತನಾಡಿದರು. ಗೃಹಲಕ್ಷ್ಮಿ, ಗೃಹಜ್ಯೋತಿ, ಅನ್ನಭಾಗ್ಯ, ಶಕ್ತಿ ಹಾಗೂ ಯುವನಿಧಿ ಯೋಜನೆಗಳು ಬಡವರ ಬದುಕಿಗೆ ಆಸರೆಯಾಗಿವೆ. ಈ ಯೋಜನೆಗಳನ್ನು ಸ್ಥಗಿತಗೊಳಿಸುವ ಪ್ರಶ್ನೆಯೇ ಇಲ್ಲ. ಅರ್ಹ ಫಲಾನುಭವಿಗಳಿಗೆ ಯೋಜನೆಯ ಲಾಭ ತಲುಪಿಸಲು ಸಮಿತಿ ಶ್ರಮಿಸಬೇಕು ಎಂದರು. ಈ ಸಂದರ್ಭದಲ್ಲಿ ನೂತನ ಗ್ಯಾರಂಟಿ ಸಮಿತಿಯ ಅಧ್ಯಕ್ಷರು ಹಾಗೂ ಸದಸ್ಯರು, ತಾಲ್ಲೂಕು ಪಂಚಾಯತ ಕಾರ್ಯನಿರ್ವಾಹಕ ಅಧಿಕಾರಿಗಳು, ತಹಶೀಲ್ದಾರರು, ಮುಖಂಡರಾದ ಅನೇಕರು ಉಪಸ್ಥಿತರಿದ್ದರು. ಕಾರ್ಯಕ್ರಮದಲ್ಲಿ ಫಲಾನುಭವಿಗಳು ಹಾಗೂ ಕಾರ್ಯಕರ್ತರು ಪಾಲ್ಗೊಂಡಿದ್ದರು.: [22, 474, 132, 695]
notice-body: ನವಲಗುಂದ ಪುರಸಭೆ ವ್ಯಾಪ್ತಿಯಲ್ಲಿ ಸಾರ್ವಜನಿಕರ ಮಾಹಿತಿಗಾಗಿ ಈ ಪ್ರಕಟಣೆ ಹೊರಡಿಸಲಾಗಿದೆ. ಆಕ್ಷೇಪಣೆಗಳು ಇದ್ದಲ್ಲಿ ನಿಗದಿತ ಅವಧಿಯೊಳಗಾಗಿ ಕಾರ್ಯಾಲಯಕ್ಕೆ ಸಲ್ಲಿಸಬಹುದು.: [809, 1249, 937, 1283]
story1-body-bottom: ಅಣ್ಣಿಗೇರಿ: ಶ್ರೀ ಅಮೃತೇಶ್ವರ ಪದವಿ ಪೂರ್ವ ಕಾಲೇಜ್ ಅಣ್ಣಿಗೇರಿಯಲ್ಲಿ ದಿನಾಂಕ 11ನ್ನು ಓಪನ್ನುವುದರ 2024 ರಂದು ದ್ವಿತೀಯ ವಿದ್ಯಾರ್ಥಿಗಳಿಗೆ ಸಿ.ಎ.ಲೆಕ್ಕಪರಿಶೋಧಕರ ಕೋರ್ಸಿನ ಬಗ್ಗೆ ತಿಳುವಳಿಕೆ ನೀಡುವ ಕಾರ್ಯಕ್ರಮವು ಜರುಗಿತು. ಈ ಕಾರ್ಯಕ್ರಮದ ಅಧ್ಯಕ್ಷತೆಯನ್ನು ಪದವಿ ಪೂರ್ವ ಮಹಾವಿದ್ಯಾಲಯದ ಪ್ರಾಚಾರ್ಯರಾದ ಶ್ರೀ ಎಸ್.ಎಸ್ ಅವರ ಮುಂದಾಳತ್ವದಲ್ಲಿ ನಡೆಯಿತು. ಈ ಕಾರ್ಯಕ್ರಮದಲ್ಲಿ ಮುಖ್ಯವಾಗಿ ಸಿ.ಎ ಸಂಸ್ಥೆಯ ಅಧ್ಯಕ್ಷರಾದ ಸಿ.ಎ ಶ್ರೀ ಧನಪಾಲ್ ಜೈನ್ ಅವರು ಮುಖ್ಯ ಅತಿಥಿಗಳಾಗಿ ಆಗಮಿಸಿದ್ದರು. ಪದವಿ ಪೂರ್ವ ವಿದ್ಯಾರ್ಥಿಗಳಲ್ಲಿ ಉದ್ಯೋಗದ ಬಗ್ಗೆ ಅರಿವು ಮೂಡಿಸುವುದು ಸಂಸ್ಥೆಯ ಮೂಲ ಉದ್ದೇಶವಾಗಿದ್ದು, ಭಾರತದ ಲೆಕ್ಕ ಪರಿಶೋಧಕರ ಸಂಸ್ಥೆಯು 1949 ರಲ್ಲಿ ಪಾರ್ಲಿಮೆಂಟಿನ ಕಾಯಿದೆಯ ಪ್ರಕಾರ ಸ್ಥಾಪಿತವಾದ ಸ್ವಾಯತ್ತ ಸಂಸ್ಥೆಯಾಗಿದೆ. ಈ ಸಂಸ್ಥೆಯು ಪ್ರಾರಂಭವಾಗಿ 75 ವರ್ಷಗಳು ಪೂರ್ಣಗೊಂಡಿದ್ದು ರಾಷ್ಟ್ರಮಟ್ಟದಲ್ಲಿ ಸಿ.ಎ ಫೌಂಡೇಶನ್, ಇಂಟರ್‌ಮೀಡಿಯೆಟ್ ಹಾಗೂ ಅಂತಿಮ ಪರೀಕ್ಷೆಗಳನ್ನು ನಡೆಸುತ್ತದೆ ಎಂದು ತಿಳಿಸಿದರು. ಸಿ.ಎ ಅಂತಿಮ ಪರೀಕ್ಷೆಯಲ್ಲಿ ಉತ್ತೀರ್ಣರಾದ ವಿದ್ಯಾರ್ಥಿಗಳು ಚಾರ್ಟರ್ಡ್ ಅಕೌಂಟೆಂಟ್ ಆಗಿ ದೇಶ ವಿದೇಶಗಳಲ್ಲಿ ಉದ್ಯೋಗ ಪಡೆಯಬಹುದು. ಗ್ರಾಮೀಣ ಪ್ರದೇಶದ ವಿದ್ಯಾರ್ಥಿಗಳು ಈ ಕೋರ್ಸಿನ ಪ್ರಯೋಜನ ಪಡೆದುಕೊಳ್ಳಬೇಕು. ಕಾಲೇಜಿನ ಉಪನ್ಯಾಸಕರು, ಸಿಬ್ಬಂದಿ ವರ್ಗದವರು ಹಾಗೂ 219 ವಿದ್ಯಾರ್ಥಿಗಳು ಭಾಗವಹಿಸಿದ್ದರು.: [128, 290, 552, 395]
lokayukta-headline: ಭ್ರಷ್ಟರಿಗೆ ‘ಲೋಕಾ’ ಬಿಸಿ: [22, 1172, 114, 1186]
